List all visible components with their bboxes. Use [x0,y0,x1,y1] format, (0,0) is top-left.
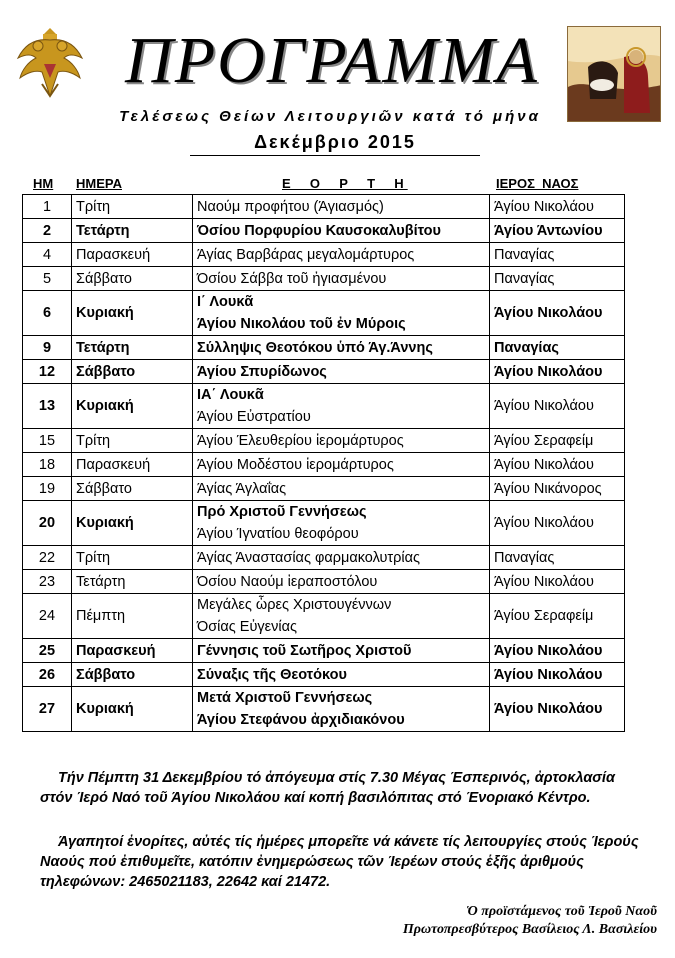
month-heading: Δεκέμβριο 2015 [190,132,480,156]
weekday-cell: Τετάρτη [72,570,193,594]
feast-line: Άγίας Βαρβάρας μεγαλομάρτυρος [197,246,415,263]
feast-cell [193,195,490,219]
table-row [23,639,625,663]
church-cell: Άγίου Νικολάου [490,291,625,336]
day-cell: 18 [23,453,72,477]
feast-line: Πρό Χριστοῦ Γεννήσεως [197,504,367,520]
byzantine-eagle-emblem [14,24,86,100]
feast-line: Άγίου Στεφάνου ἀρχιδιακόνου [197,712,405,728]
feast-line: Μεγάλες ὧρες Χριστουγέννων [197,597,392,613]
feast-cell [193,360,490,384]
day-cell: 2 [23,219,72,243]
weekday-cell: Σάββατο [72,267,193,291]
feast-line: Άγίου Ίγνατίου θεοφόρου [197,526,359,542]
church-cell: Άγίου Νικολάου [490,384,625,429]
table-row [23,243,625,267]
day-cell: 26 [23,663,72,687]
church-cell: Άγίου Νικολάου [490,453,625,477]
day-cell: 4 [23,243,72,267]
weekday-cell: Σάββατο [72,360,193,384]
feast-line: Ι΄ Λουκᾶ [197,294,254,310]
day-cell: 22 [23,546,72,570]
column-header-church: ΙΕΡΟΣ ΝΑΟΣ [496,176,579,191]
feast-line: Άγίου Νικολάου τοῦ ἐν Μύροις [197,316,406,332]
feast-line: Σύναξις τῆς Θεοτόκου [197,666,347,683]
table-row [23,501,625,546]
table-row [23,219,625,243]
column-header-weekday: ΗΜΕΡΑ [76,176,122,191]
note-vespers: Τήν Πέμπτη 31 Δεκεμβρίου τό ἀπόγευμα στίς 7.30 Μέγας Έσπερινός, ἀρτοκλασία στόν Ίερό Ναό τοῦ Άγίου Νικολάου καί κοπή βασιλόπιτας στό Ένοριακό Κέντρο. [40,770,615,806]
feast-cell [193,267,490,291]
day-cell: 6 [23,291,72,336]
day-cell: 5 [23,267,72,291]
feast-cell [193,219,490,243]
feast-line: Άγίου Σπυρίδωνος [197,363,327,380]
weekday-cell: Τρίτη [72,195,193,219]
feast-line: Άγίου Εὐστρατίου [197,409,311,425]
feast-line: Όσίου Πορφυρίου Καυσοκαλυβίτου [197,222,441,239]
weekday-cell: Κυριακή [72,384,193,429]
feast-cell [193,570,490,594]
feast-cell [193,243,490,267]
church-cell: Άγίου Νικολάου [490,639,625,663]
table-row [23,477,625,501]
feast-line: Άγίου Μοδέστου ἱερομάρτυρος [197,456,394,473]
church-cell: Άγίου Σεραφείμ [490,429,625,453]
table-row [23,570,625,594]
feast-cell [193,453,490,477]
church-cell: Άγίου Νικάνορος [490,477,625,501]
church-cell: Παναγίας [490,267,625,291]
feast-line: Άγίας Άναστασίας φαρμακολυτρίας [197,549,420,566]
weekday-cell: Πέμπτη [72,594,193,639]
note-phone-numbers: Άγαπητοί ἐνορίτες, αὐτές τίς ἡμέρες μπορεῖτε νά κάνετε τίς λειτουργίες στούς Ίερούς Ναούς πού ἐπιθυμεῖτε, κατόπιν ἐνημερώσεως τῶν Ίερέων στούς ἑξῆς ἀριθμούς τηλεφώνων: 2465021183, 22642 καί 21472. [40,834,639,890]
feast-cell [193,336,490,360]
schedule-table [22,194,625,732]
church-cell: Άγίου Άντωνίου [490,219,625,243]
page-title: ΠΡΟΓΡΑΜΜΑ [125,24,539,97]
feast-line: Μετά Χριστοῦ Γεννήσεως [197,690,373,706]
feast-cell [193,594,490,639]
feast-cell [193,477,490,501]
church-cell: Παναγίας [490,336,625,360]
feast-cell [193,639,490,663]
church-cell: Άγίου Νικολάου [490,570,625,594]
church-cell: Άγίου Νικολάου [490,195,625,219]
feast-line: Όσίου Σάββα τοῦ ἡγιασμένου [197,270,387,287]
day-cell: 20 [23,501,72,546]
table-row [23,429,625,453]
column-header-day: ΗΜ [33,176,54,191]
feast-line: Όσίου Ναούμ ἱεραποστόλου [197,573,378,590]
feast-cell [193,501,490,546]
feast-line: Άγίου Έλευθερίου ἱερομάρτυρος [197,432,404,449]
day-cell: 9 [23,336,72,360]
feast-cell [193,687,490,732]
table-row [23,360,625,384]
weekday-cell: Παρασκευή [72,243,193,267]
weekday-cell: Παρασκευή [72,453,193,477]
table-row [23,336,625,360]
table-row [23,195,625,219]
feast-cell [193,291,490,336]
day-cell: 24 [23,594,72,639]
weekday-cell: Τετάρτη [72,219,193,243]
weekday-cell: Κυριακή [72,687,193,732]
feast-line: Σύλληψις Θεοτόκου ὑπό Άγ.Άννης [197,339,433,356]
day-cell: 12 [23,360,72,384]
weekday-cell: Τετάρτη [72,336,193,360]
day-cell: 25 [23,639,72,663]
column-header-feast: Ε Ο Ρ Τ Η [282,176,408,191]
feast-line: Γέννησις τοῦ Σωτῆρος Χριστοῦ [197,642,412,659]
table-row [23,594,625,639]
table-row [23,267,625,291]
weekday-cell: Τρίτη [72,546,193,570]
church-cell: Άγίου Σεραφείμ [490,594,625,639]
weekday-cell: Σάββατο [72,663,193,687]
feast-line: Άγίας Άγλαΐας [197,480,287,497]
church-cell: Άγίου Νικολάου [490,501,625,546]
table-row [23,384,625,429]
church-cell: Άγίου Νικολάου [490,360,625,384]
feast-cell [193,384,490,429]
signature-name: Πρωτοπρεσβύτερος Βασίλειος Λ. Βασιλείου [402,922,657,937]
church-cell: Άγίου Νικολάου [490,687,625,732]
weekday-cell: Σάββατο [72,477,193,501]
feast-cell [193,663,490,687]
day-cell: 15 [23,429,72,453]
weekday-cell: Τρίτη [72,429,193,453]
feast-line: Όσίας Εὐγενίας [197,619,297,635]
day-cell: 23 [23,570,72,594]
subtitle: Τελέσεως Θείων Λειτουργιῶν κατά τό μήνα [119,108,541,125]
table-row [23,291,625,336]
church-cell: Παναγίας [490,243,625,267]
feast-cell [193,546,490,570]
table-row [23,663,625,687]
signature-title: Ὁ προϊστάμενος τοῦ Ἱεροῦ Ναοῦ [466,904,657,919]
day-cell: 27 [23,687,72,732]
table-row [23,687,625,732]
table-row [23,546,625,570]
church-cell: Παναγίας [490,546,625,570]
table-row [23,453,625,477]
weekday-cell: Κυριακή [72,291,193,336]
feast-line: ΙΑ΄ Λουκᾶ [197,387,264,403]
day-cell: 13 [23,384,72,429]
nativity-icon [567,26,661,122]
feast-cell [193,429,490,453]
church-cell: Άγίου Νικολάου [490,663,625,687]
weekday-cell: Παρασκευή [72,639,193,663]
weekday-cell: Κυριακή [72,501,193,546]
day-cell: 1 [23,195,72,219]
day-cell: 19 [23,477,72,501]
feast-line: Ναούμ προφήτου (Άγιασμός) [197,198,384,215]
